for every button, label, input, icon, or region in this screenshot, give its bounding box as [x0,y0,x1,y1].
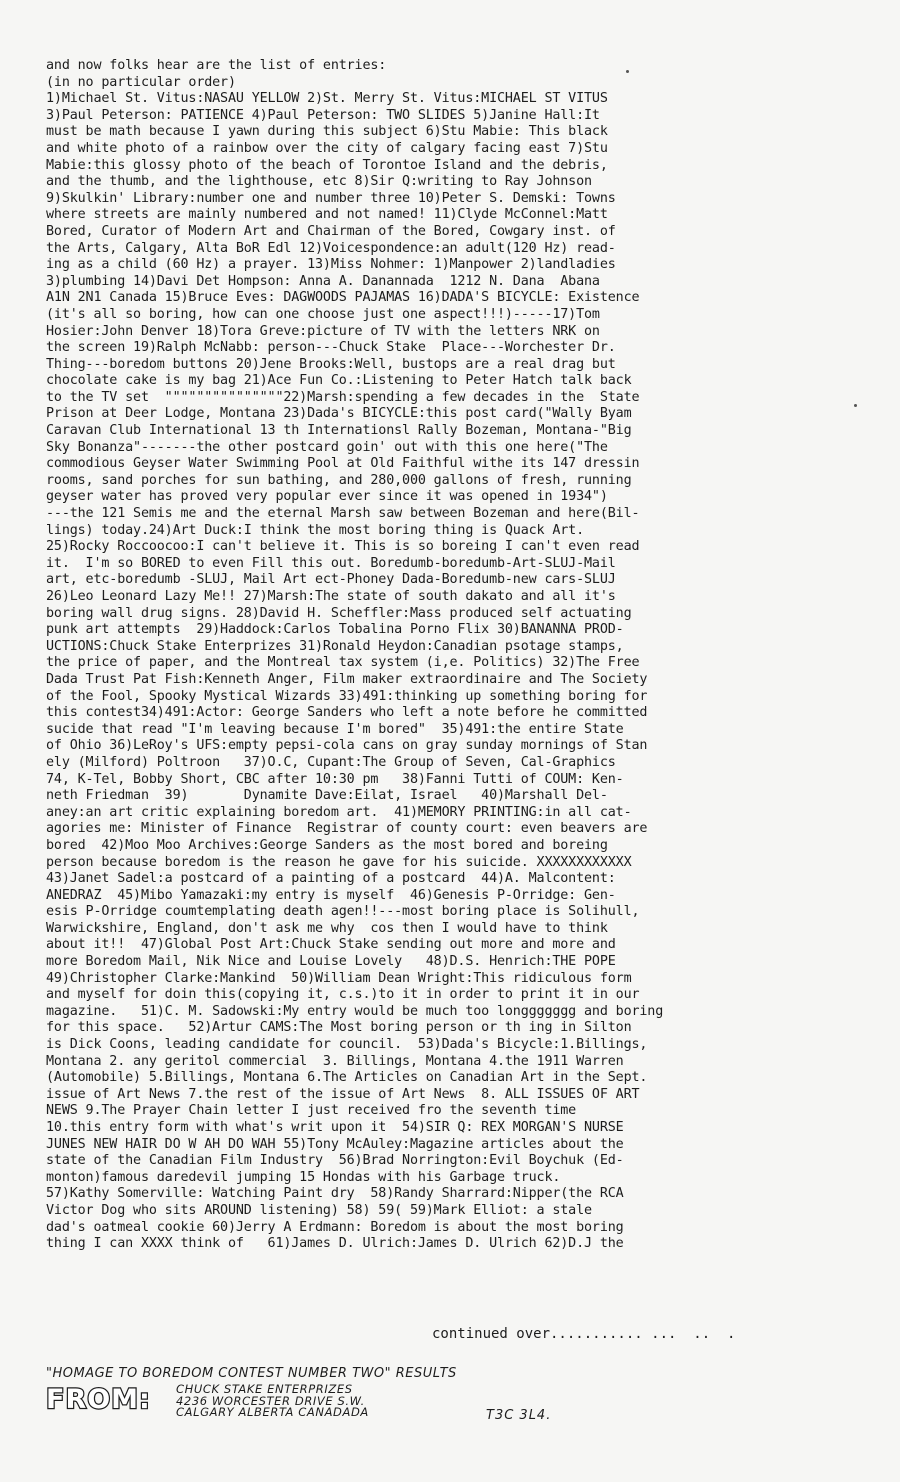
typed-line: more Boredom Mail, Nik Nice and Louise Lovely 48)D.S. Henrich:THE POPE [46,954,616,970]
typed-line: Mabie:this glossy photo of the beach of Torontoe Island and the debris, [46,157,608,173]
typed-line: A1N 2N1 Canada 15)Bruce Eves: DAGWOODS PAJAMAS 16)DADA'S BICYCLE: Existence [46,290,640,306]
typed-line: geyser water has proved very popular ever since it was opened in 1934") [46,489,608,505]
typed-line: state of the Canadian Film Industry 56)Brad Norrington:Evil Boychuk (Ed- [46,1153,624,1169]
typed-line: 3)Paul Peterson: PATIENCE 4)Paul Peterson: TWO SLIDES 5)Janine Hall:It [46,107,600,123]
typed-line: Dada Trust Pat Fish:Kenneth Anger, Film maker extraordinaire and The Society [46,671,648,687]
typed-line: (in no particular order) [46,74,236,90]
typed-line: dad's oatmeal cookie 60)Jerry A Erdmann: Boredom is about the most boring [46,1219,624,1235]
typed-line: ing as a child (60 Hz) a prayer. 13)Miss Nohmer: 1)Manpower 2)landladies [46,257,616,273]
typed-line: Thing---boredom buttons 20)Jene Brooks:Well, bustops are a real drag but [46,356,616,372]
typed-line: (Automobile) 5.Billings, Montana 6.The Articles on Canadian Art in the Sept. [46,1070,648,1086]
typed-line: 25)Rocky Roccoocoo:I can't believe it. This is so boreing I can't even read [46,539,640,555]
typed-line: Bored, Curator of Modern Art and Chairman of the Bored, Cowgary inst. of [46,223,616,239]
typed-line: JUNES NEW HAIR DO W AH DO WAH 55)Tony McAuley:Magazine articles about the [46,1136,624,1152]
typed-line: Prison at Deer Lodge, Montana 23)Dada's BICYCLE:this post card("Wally Byam [46,406,632,422]
address-line-company: CHUCK STAKE ENTERPRIZES [176,1382,353,1396]
typed-line: of the Fool, Spooky Mystical Wizards 33)491:thinking up something boring for [46,688,648,704]
typed-line: neth Friedman 39) Dynamite Dave:Eilat, Israel 40)Marshall Del- [46,788,608,804]
typed-line: to the TV set """""""""""""""22)Marsh:spending a few decades in the State [46,389,640,405]
typed-line: person because boredom is the reason he gave for his suicide. XXXXXXXXXXXX [46,854,632,870]
typed-line: art, etc-boredumb -SLUJ, Mail Art ect-Phoney Dada-Boredumb-new cars-SLUJ [46,572,616,588]
typed-line: where streets are mainly numbered and not named! 11)Clyde McConnel:Matt [46,207,608,223]
address-line-city: CALGARY ALBERTA CANADADA [176,1405,369,1419]
typed-line: 9)Skulkin' Library:number one and number three 10)Peter S. Demski: Towns [46,190,616,206]
typed-line: and myself for doin this(copying it, c.s.)to it in order to print it in our [46,987,640,1003]
typed-line: must be math because I yawn during this subject 6)Stu Mabie: This black [46,124,608,140]
return-address [176,1384,369,1419]
typed-line: the screen 19)Ralph McNabb: person---Chuck Stake Place---Worchester Dr. [46,340,616,356]
typed-line: and now folks hear are the list of entries: [46,58,387,73]
entry-list-text [46,58,846,1253]
typed-line: Montana 2. any geritol commercial 3. Billings, Montana 4.the 1911 Warren [46,1053,624,1069]
typed-line: for this space. 52)Artur CAMS:The Most boring person or th ing in Silton [46,1020,632,1036]
typed-line: sucide that read "I'm leaving because I'm bored" 35)491:the entire State [46,721,624,737]
typed-line: 3)plumbing 14)Davi Det Hompson: Anna A. Danannada 1212 N. Dana Abana [46,273,600,289]
typed-line: Victor Dog who sits AROUND listening) 58) 59( 59)Mark Elliot: a stale [46,1202,592,1218]
typed-line: 1)Michael St. Vitus:NASAU YELLOW 2)St. Merry St. Vitus:MICHAEL ST VITUS [46,91,608,107]
typed-line: NEWS 9.The Prayer Chain letter I just received fro the seventh time [46,1103,577,1119]
typed-line: rooms, sand porches for sun bathing, and 280,000 gallons of fresh, running [46,472,632,488]
typed-line: it. I'm so BORED to even Fill this out. Boredumb-boredumb-Art-SLUJ-Mail [46,555,616,571]
typed-line: chocolate cake is my bag 21)Ace Fun Co.:Listening to Peter Hatch talk back [46,373,632,389]
paper-speck [854,404,857,407]
typed-line: esis P-Orridge coumtemplating death agen!!---most boring place is Solihull, [46,904,640,920]
typed-line: is Dick Coons, leading candidate for council. 53)Dada's Bicycle:1.Billings, [46,1037,648,1053]
continued-over-note: continued over........... ... .. . [432,1326,736,1342]
typed-line: agories me: Minister of Finance Registrar of county court: even beavers are [46,821,648,837]
typed-line: monton)famous daredevil jumping 15 Hondas with his Garbage truck. [46,1169,561,1185]
typed-line: magazine. 51)C. M. Sadowski:My entry would be much too longgggggg and boring [46,1003,664,1019]
typed-line: Warwickshire, England, don't ask me why cos then I would have to think [46,920,608,936]
typed-line: 43)Janet Sadel:a postcard of a painting of a postcard 44)A. Malcontent: [46,871,616,887]
postal-code: T3C 3L4. [486,1408,552,1423]
address-line-street: 4236 WORCESTER DRIVE S.W. [176,1393,365,1408]
paper-speck [626,70,629,73]
typed-line: Hosier:John Denver 18)Tora Greve:picture of TV with the letters NRK on [46,323,600,339]
typed-line: and white photo of a rainbow over the city of calgary facing east 7)Stu [46,140,608,156]
typed-line: Caravan Club International 13 th Internationsl Rally Bozeman, Montana-"Big [46,423,632,439]
typed-line: thing I can XXXX think of 61)James D. Ulrich:James D. Ulrich 62)D.J the [46,1236,624,1252]
typed-line: of Ohio 36)LeRoy's UFS:empty pepsi-cola cans on gray sunday mornings of Stan [46,738,648,754]
typed-line: 26)Leo Leonard Lazy Me!! 27)Marsh:The state of south dakato and all it's [46,589,616,604]
typed-line: boring wall drug signs. 28)David H. Scheffler:Mass produced self actuating [46,605,632,621]
typed-line: 10.this entry form with what's writ upon it 54)SIR Q: REX MORGAN'S NURSE [46,1120,624,1135]
contest-results-title: "HOMAGE TO BOREDOM CONTEST NUMBER TWO" RESULTS [46,1366,457,1381]
typed-line: Sky Bonanza"-------the other postcard goin' out with this one here("The [46,439,608,455]
typed-line: issue of Art News 7.the rest of the issue of Art News 8. ALL ISSUES OF ART [46,1086,640,1102]
typed-line: this contest34)491:Actor: George Sanders who left a note before he committed [46,705,648,721]
typed-line: the Arts, Calgary, Alta BoR Edl 12)Voicespondence:an adult(120 Hz) read- [46,240,616,256]
typed-line: 74, K-Tel, Bobby Short, CBC after 10:30 pm 38)Fanni Tutti of COUM: Ken- [46,771,624,787]
typed-line: 49)Christopher Clarke:Mankind 50)William Dean Wright:This ridiculous form [46,970,632,986]
typed-line: 57)Kathy Somerville: Watching Paint dry 58)Randy Sharrard:Nipper(the RCA [46,1186,624,1202]
typed-line: about it!! 47)Global Post Art:Chuck Stake sending out more and more and [46,937,616,953]
typed-line: punk art attempts 29)Haddock:Carlos Tobalina Porno Flix 30)BANANNA PROD- [46,622,624,638]
typed-line: the price of paper, and the Montreal tax system (i,e. Politics) 32)The Free [46,655,640,671]
typed-line: ANEDRAZ 45)Mibo Yamazaki:my entry is myself 46)Genesis P-Orridge: Gen- [46,887,616,903]
typed-line: lings) today.24)Art Duck:I think the most boring thing is Quack Art. [46,522,585,538]
typed-line: aney:an art critic explaining boredom art. 41)MEMORY PRINTING:in all cat- [46,804,632,820]
typed-line: (it's all so boring, how can one choose just one aspect!!!)-----17)Tom [46,306,600,322]
typed-line: ---the 121 Semis me and the eternal Marsh saw between Bozeman and here(Bil- [46,506,640,522]
from-stamp: FROM: [46,1384,151,1415]
typed-line: commodious Geyser Water Swimming Pool at Old Faithful withe its 147 dressin [46,456,640,472]
typed-line: ely (Milford) Poltroon 37)O.C, Cupant:The Group of Seven, Cal-Graphics [46,754,616,770]
typed-line: and the thumb, and the lighthouse, etc 8)Sir Q:writing to Ray Johnson [46,174,592,190]
typed-line: bored 42)Moo Moo Archives:George Sanders as the most bored and boreing [46,837,608,853]
typed-line: UCTIONS:Chuck Stake Enterprizes 31)Ronald Heydon:Canadian psotage stamps, [46,638,624,654]
